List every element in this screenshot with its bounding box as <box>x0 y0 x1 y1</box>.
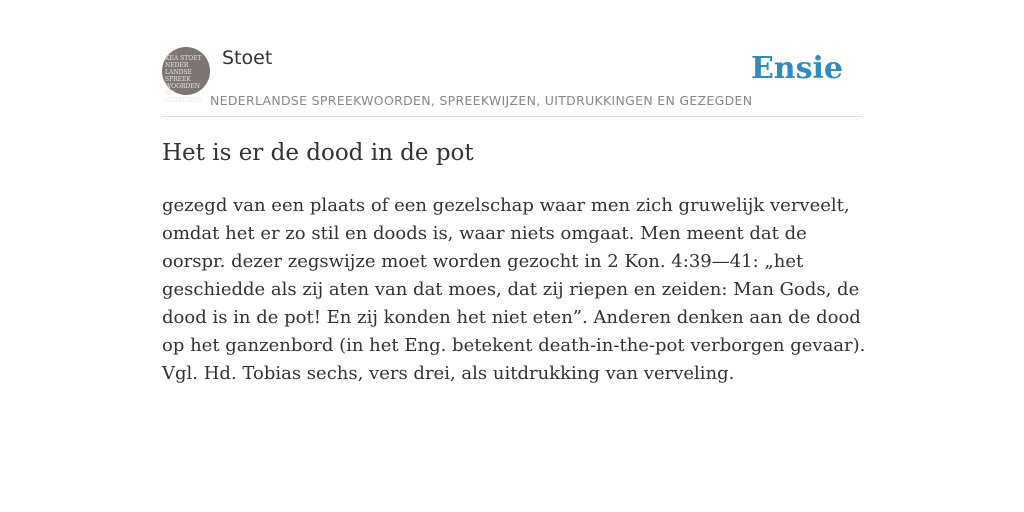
header <box>162 44 862 117</box>
brand-logo[interactable]: Ensie <box>750 51 843 86</box>
avatar-cover-text: KEA STOET NEDER LANDSE SPREEK WOORDEN EN GEZEGDEN <box>165 55 202 104</box>
entry-definition: gezegd van een plaats of een gezelschap waar men zich gruwelijk verveelt, omdat het er zo stil en doods is, waar niets omgaat. Men meent dat de oorspr. dezer zegswijze moet worden gezocht in 2 Kon. 4:39—41: „het geschiedde als zij aten van dat moes, dat zij riepen en zeiden: Man Gods, de dood is in de pot! En zij konden het niet eten”. Anderen denken aan de dood op het ganzenbord (in het Eng. betekent death-in-the-pot verborgen gevaar). Vgl. Hd. Tobias sechs, vers drei, als uitdrukking van verveling. <box>162 195 866 384</box>
source-title[interactable]: NEDERLANDSE SPREEKWOORDEN, SPREEKWIJZEN, UITDRUKKINGEN EN GEZEGDEN <box>210 93 753 108</box>
author-avatar[interactable] <box>162 47 210 104</box>
author-name[interactable]: Stoet <box>222 47 273 69</box>
entry-title: Het is er de dood in de pot <box>162 140 474 166</box>
